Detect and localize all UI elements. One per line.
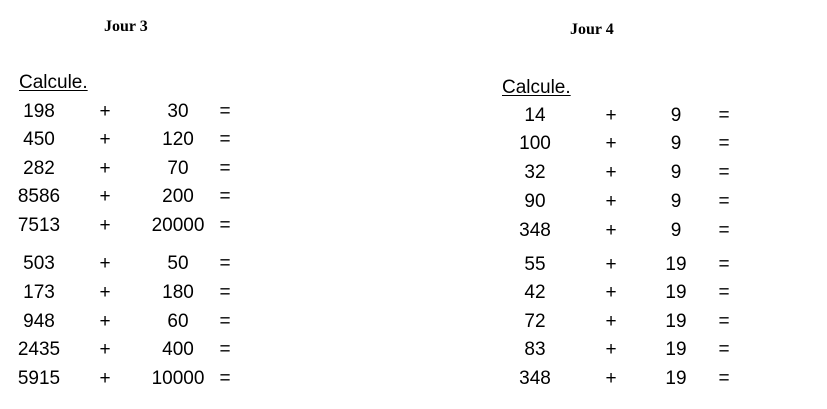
- day4-instruction: Calcule.: [502, 77, 571, 98]
- first-operand: 348: [519, 368, 551, 389]
- equals-sign: =: [718, 282, 730, 303]
- plus-sign: +: [605, 105, 617, 126]
- plus-sign: +: [99, 215, 111, 236]
- equals-sign: =: [219, 129, 231, 150]
- second-operand: 9: [670, 191, 682, 212]
- exercise-row: [0, 310, 260, 334]
- plus-sign: +: [605, 162, 617, 183]
- equals-sign: =: [718, 254, 730, 275]
- second-operand: 200: [162, 186, 194, 207]
- plus-sign: +: [99, 253, 111, 274]
- day3-title: Jour 3: [104, 18, 148, 35]
- plus-sign: +: [99, 101, 111, 122]
- exercise-row: [501, 104, 761, 128]
- exercise-row: [501, 281, 761, 305]
- first-operand: 503: [23, 253, 55, 274]
- plus-sign: +: [99, 282, 111, 303]
- plus-sign: +: [605, 311, 617, 332]
- second-operand: 9: [670, 162, 682, 183]
- second-operand: 120: [162, 129, 194, 150]
- equals-sign: =: [219, 311, 231, 332]
- exercise-row: [0, 338, 260, 362]
- equals-sign: =: [219, 282, 231, 303]
- equals-sign: =: [718, 191, 730, 212]
- first-operand: 7513: [17, 215, 61, 236]
- first-operand: 32: [524, 162, 546, 183]
- first-operand: 198: [23, 101, 55, 122]
- exercise-row: [501, 219, 761, 243]
- equals-sign: =: [219, 158, 231, 179]
- second-operand: 9: [670, 220, 682, 241]
- second-operand: 10000: [151, 368, 205, 389]
- plus-sign: +: [99, 158, 111, 179]
- first-operand: 8586: [17, 186, 61, 207]
- exercise-row: [501, 310, 761, 334]
- exercise-row: [0, 281, 260, 305]
- first-operand: 100: [519, 133, 551, 154]
- second-operand: 19: [665, 311, 687, 332]
- equals-sign: =: [219, 186, 231, 207]
- exercise-row: [501, 190, 761, 214]
- equals-sign: =: [219, 215, 231, 236]
- second-operand: 20000: [151, 215, 205, 236]
- plus-sign: +: [605, 220, 617, 241]
- day4-title: Jour 4: [570, 21, 614, 38]
- equals-sign: =: [219, 101, 231, 122]
- exercise-row: [0, 252, 260, 276]
- day3-instruction: Calcule.: [19, 72, 88, 93]
- first-operand: 348: [519, 220, 551, 241]
- first-operand: 14: [524, 105, 546, 126]
- exercise-row: [501, 161, 761, 185]
- plus-sign: +: [605, 133, 617, 154]
- first-operand: 282: [23, 158, 55, 179]
- equals-sign: =: [718, 368, 730, 389]
- first-operand: 55: [524, 254, 546, 275]
- second-operand: 19: [665, 254, 687, 275]
- second-operand: 70: [167, 158, 189, 179]
- equals-sign: =: [718, 339, 730, 360]
- second-operand: 50: [167, 253, 189, 274]
- plus-sign: +: [99, 129, 111, 150]
- equals-sign: =: [718, 162, 730, 183]
- plus-sign: +: [605, 339, 617, 360]
- first-operand: 42: [524, 282, 546, 303]
- second-operand: 400: [162, 339, 194, 360]
- plus-sign: +: [99, 311, 111, 332]
- plus-sign: +: [605, 191, 617, 212]
- equals-sign: =: [718, 220, 730, 241]
- exercise-row: [0, 157, 260, 181]
- exercise-row: [0, 100, 260, 124]
- equals-sign: =: [718, 133, 730, 154]
- first-operand: 72: [524, 311, 546, 332]
- first-operand: 2435: [17, 339, 61, 360]
- exercise-row: [501, 132, 761, 156]
- plus-sign: +: [605, 254, 617, 275]
- plus-sign: +: [99, 186, 111, 207]
- second-operand: 19: [665, 339, 687, 360]
- second-operand: 30: [167, 101, 189, 122]
- second-operand: 9: [670, 133, 682, 154]
- plus-sign: +: [605, 368, 617, 389]
- equals-sign: =: [718, 105, 730, 126]
- first-operand: 83: [524, 339, 546, 360]
- exercise-row: [0, 367, 260, 391]
- equals-sign: =: [718, 311, 730, 332]
- second-operand: 19: [665, 282, 687, 303]
- exercise-row: [501, 253, 761, 277]
- second-operand: 9: [670, 105, 682, 126]
- first-operand: 90: [524, 191, 546, 212]
- exercise-row: [501, 338, 761, 362]
- first-operand: 5915: [17, 368, 61, 389]
- second-operand: 60: [167, 311, 189, 332]
- second-operand: 180: [162, 282, 194, 303]
- plus-sign: +: [605, 282, 617, 303]
- exercise-row: [0, 128, 260, 152]
- exercise-row: [501, 367, 761, 391]
- plus-sign: +: [99, 339, 111, 360]
- first-operand: 173: [23, 282, 55, 303]
- exercise-row: [0, 185, 260, 209]
- second-operand: 19: [665, 368, 687, 389]
- plus-sign: +: [99, 368, 111, 389]
- first-operand: 948: [23, 311, 55, 332]
- first-operand: 450: [23, 129, 55, 150]
- equals-sign: =: [219, 339, 231, 360]
- equals-sign: =: [219, 368, 231, 389]
- equals-sign: =: [219, 253, 231, 274]
- exercise-row: [0, 214, 260, 238]
